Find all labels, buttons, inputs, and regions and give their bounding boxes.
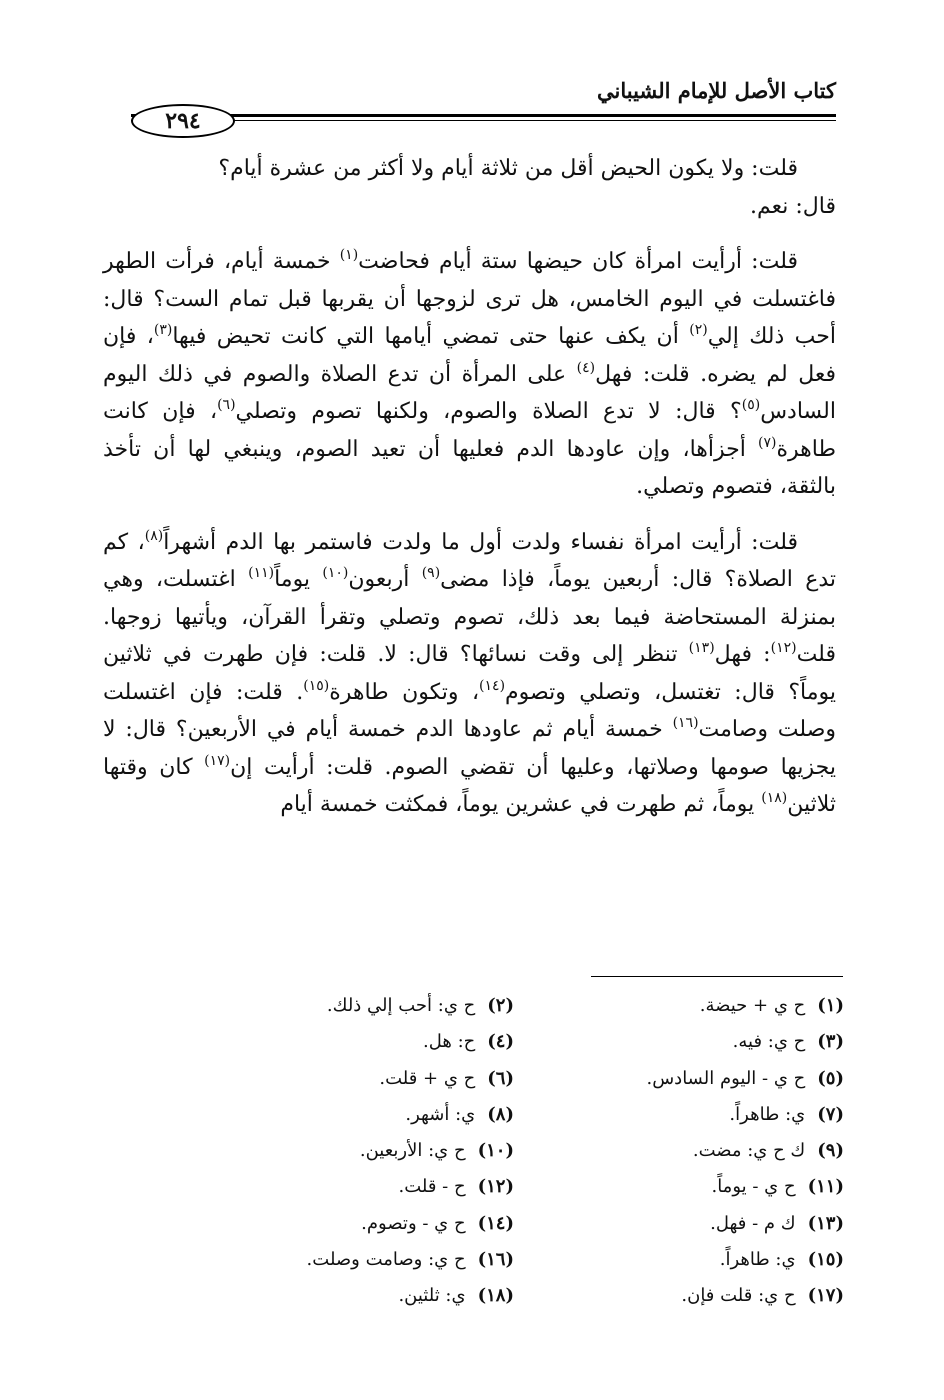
paragraph [103, 524, 836, 824]
footnote-number: (١٦) [477, 1249, 514, 1271]
text-run: . قلت: فإن اغتسلت وصلت وصامت [103, 679, 836, 742]
footnote-number: (١٠) [477, 1140, 514, 1162]
footnote-item [214, 1242, 514, 1278]
text-run: أربعون [348, 567, 422, 592]
footnote-number: (١٥) [807, 1249, 844, 1271]
text-run: ، فإن فعل لم يضره. قلت: فهل [103, 324, 836, 387]
footnote-item [544, 1206, 844, 1242]
footnote-separator [591, 976, 843, 977]
text-run: على المرأة أن تدع الصلاة والصوم في ذلك اليوم السادس [103, 361, 836, 424]
footnote-number: (١٤) [477, 1212, 514, 1234]
footnote-text: ح ي - وتصوم. [361, 1212, 466, 1234]
footnote-item [544, 1024, 844, 1060]
footnote-number: (٩) [817, 1140, 844, 1162]
footnote-number: (٣) [817, 1031, 844, 1053]
text-run: قلت: أرأيت امرأة نفساء ولدت أول ما ولدت فاستمر بها الدم أشهراً [163, 529, 798, 555]
footnote-text: ح: هل. [423, 1031, 476, 1053]
text-run: خمسة أيام، فرأت الطهر فاغتسلت في اليوم الخامس، هل ترى لزوجها أن يقربها قبل تمام الست؟ قال: أحب ذلك إلي [103, 249, 836, 349]
footnote-text: ح ي - يوماً. [711, 1176, 796, 1198]
footnote-number: (٧) [817, 1103, 844, 1125]
text-run: كان وقتها ثلاثين [103, 754, 836, 817]
page-number: ٢٩٤ [131, 104, 235, 138]
footnote-item [544, 1169, 844, 1205]
footnote-item [214, 1024, 514, 1060]
footnote-item [544, 988, 844, 1024]
footnote-marker: (١٣) [688, 640, 715, 656]
footnote-marker: (١٥) [303, 677, 330, 694]
footnote-text: ي: طاهراً. [729, 1103, 806, 1125]
footnote-number: (١٣) [807, 1212, 844, 1234]
footnote-marker: (١٨) [761, 790, 788, 806]
footnote-marker: (١٢) [770, 640, 797, 656]
footnote-marker: (٨) [144, 527, 164, 544]
text-run: خمسة أيام ثم عاودها الدم خمسة أيام في الأربعين؟ قال: لا يجزيها صومها وصلاتها، وعليها أن تقضي الصوم. قلت: أرأيت إن [103, 717, 836, 780]
header-rule-thick [131, 114, 836, 117]
footnote-text: ح ي: الأربعين. [359, 1140, 466, 1162]
footnote-item [214, 1133, 514, 1169]
text-run: أن يكف عنها حتى تمضي أيامها التي كانت تحيض فيها [172, 324, 690, 349]
footnote-text: ي: طاهراً. [719, 1249, 796, 1271]
footnote-text: ح ي + حيضة. [699, 995, 806, 1016]
footnote-marker: (٧) [758, 434, 777, 451]
paragraph [103, 243, 836, 506]
footnote-item [214, 1097, 514, 1133]
running-title: كتاب الأصل للإمام الشيباني [597, 78, 836, 103]
footnote-marker: (٣) [153, 322, 173, 338]
header-rule [131, 104, 836, 136]
footnote-number: (١٢) [477, 1176, 514, 1198]
footnote-text: ح ي: وصامت وصلت. [306, 1249, 466, 1271]
text-run: اغتسلت، وهي بمنزلة المستحاضة فيما بعد ذلك، تصوم وتصلي وتقرأ القرآن، ويأتيها زوجها. قلت [103, 567, 836, 667]
text-run: قال: نعم. [750, 193, 836, 219]
footnote-number: (١٨) [477, 1285, 514, 1307]
text-run: : فهل [714, 642, 771, 667]
text-run: ، وتكون طاهرة [329, 679, 480, 705]
footnote-item [544, 1133, 844, 1169]
footnote-item [214, 1206, 514, 1242]
footnote-text: ك م - فهل. [710, 1212, 796, 1234]
footnote-marker: (٢) [689, 322, 708, 338]
footnote-item [214, 1169, 514, 1205]
paragraph [103, 150, 836, 188]
footnote-text: ح ي: أحب إلي ذلك. [326, 995, 476, 1016]
footnote-marker: (١٦) [672, 715, 699, 731]
footnote-item [544, 1278, 844, 1314]
text-run: قلت: أرأيت امرأة كان حيضها ستة أيام فحاضت [358, 249, 798, 274]
footnote-number: (٥) [817, 1067, 844, 1089]
footnotes-column-even [214, 988, 514, 1315]
text-run: يوماً [274, 567, 323, 592]
footnote-marker: (٦) [217, 397, 236, 413]
text-run: ، كم تدع الصلاة؟ قال: أربعين يوماً، فإذا مضى [103, 529, 837, 592]
footnote-item [544, 1061, 844, 1097]
text-run: يوماً، ثم طهرت في عشرين يوماً، فمكثت خمسة أيام [280, 792, 762, 817]
text-run: ؟ قال: لا تدع الصلاة والصوم، ولكنها تصوم وتصلي [235, 399, 742, 424]
text-run: قلت: ولا يكون الحيض أقل من ثلاثة أيام ولا أكثر من عشرة أيام؟ [218, 156, 798, 181]
footnote-text: ح ي: فيه. [732, 1031, 806, 1053]
footnote-marker: (٤) [576, 359, 596, 376]
footnote-marker: (٩) [421, 565, 441, 581]
footnote-text: ح - قلت. [398, 1176, 466, 1198]
footnote-marker: (١٠) [322, 565, 349, 581]
paragraph [103, 188, 836, 226]
footnotes-column-odd [544, 988, 844, 1315]
text-run: تنظر إلى وقت نسائها؟ قال: لا. قلت: فإن طهرت في ثلاثين يوماً؟ قال: تغتسل، وتصلي وتصوم [103, 642, 837, 705]
footnote-marker: (٥) [741, 397, 761, 413]
footnote-text: ك ح ي: مضت. [692, 1140, 806, 1162]
footnote-number: (٦) [487, 1067, 514, 1089]
text-run: أجزأها، وإن عاودها الدم فعليها أن تعيد الصوم، وينبغي لها أن تأخذ بالثقة، فتصوم وتصلي. [103, 436, 836, 499]
footnote-marker: (١٤) [479, 677, 506, 694]
footnote-number: (٢) [487, 995, 514, 1016]
footnote-item [214, 1061, 514, 1097]
footnote-text: ي: أشهر. [405, 1103, 476, 1125]
footnote-item [544, 1242, 844, 1278]
footnote-text: ح ي: قلت فإن. [681, 1285, 796, 1307]
header-rule-thin [131, 120, 836, 121]
footnote-number: (٤) [487, 1031, 514, 1053]
footnote-number: (٨) [487, 1103, 514, 1125]
footnote-marker: (١) [339, 247, 359, 263]
text-run: ، فإن كانت طاهرة [103, 399, 836, 462]
footnote-item [214, 988, 514, 1024]
footnote-number: (١٧) [807, 1285, 844, 1307]
body-text [103, 150, 836, 824]
footnote-item [214, 1278, 514, 1314]
footnote-number: (١١) [807, 1176, 844, 1198]
footnote-marker: (١١) [248, 565, 275, 581]
footnote-text: ح ي - اليوم السادس. [646, 1067, 806, 1089]
footnote-item [544, 1097, 844, 1133]
footnote-text: ي: ثلثين. [398, 1285, 466, 1307]
footnote-number: (١) [817, 995, 844, 1016]
footnote-marker: (١٧) [204, 752, 231, 769]
footnote-text: ح ي + قلت. [379, 1067, 476, 1089]
